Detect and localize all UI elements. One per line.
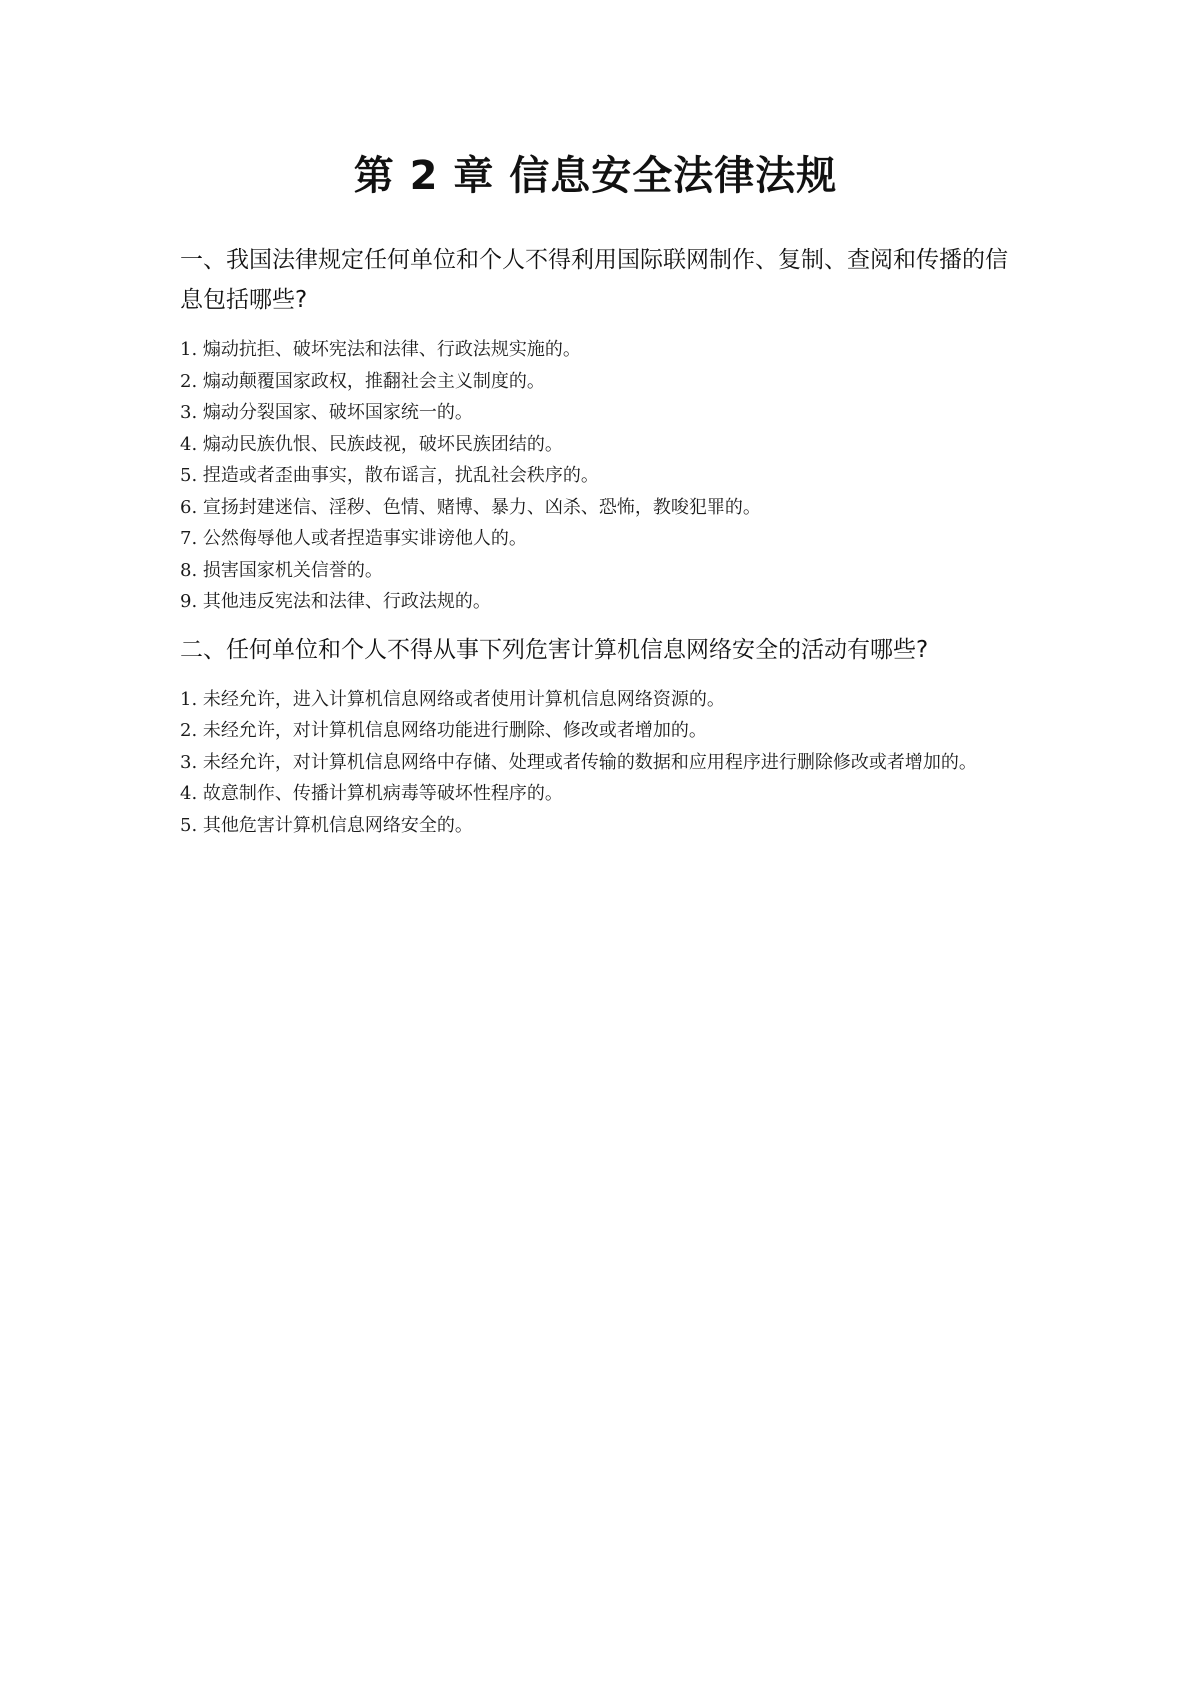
chapter-title: 第 2 章 信息安全法律法规 <box>353 153 838 199</box>
list-item: 8. 损害国家机关信誉的。 <box>180 559 383 581</box>
section-1 <box>180 240 1020 618</box>
list-item: 9. 其他违反宪法和法律、行政法规的。 <box>180 591 491 612</box>
list-item: 6. 宣扬封建迷信、淫秽、色情、赌博、暴力、凶杀、恐怖，教唆犯罪的。 <box>180 496 761 518</box>
list-item: 3. 未经允许，对计算机信息网络中存储、处理或者传输的数据和应用程序进行删除修改或者增加的。 <box>180 751 977 773</box>
list-item: 7. 公然侮辱他人或者捏造事实诽谤他人的。 <box>180 528 527 549</box>
list-item: 4. 故意制作、传播计算机病毒等破坏性程序的。 <box>180 783 563 804</box>
section-2 <box>180 630 1020 842</box>
list-item: 1. 煽动抗拒、破坏宪法和法律、行政法规实施的。 <box>180 339 581 360</box>
list-item: 2. 未经允许，对计算机信息网络功能进行删除、修改或者增加的。 <box>180 720 707 741</box>
list-item: 2. 煽动颠覆国家政权，推翻社会主义制度的。 <box>180 370 545 392</box>
list-item: 3. 煽动分裂国家、破坏国家统一的。 <box>180 402 473 423</box>
section-heading: 二、任何单位和个人不得从事下列危害计算机信息网络安全的活动有哪些? <box>180 636 929 663</box>
list-item: 5. 其他危害计算机信息网络安全的。 <box>180 814 473 836</box>
list-item: 4. 煽动民族仇恨、民族歧视，破坏民族团结的。 <box>180 433 563 455</box>
list-item: 5. 捏造或者歪曲事实，散布谣言，扰乱社会秩序的。 <box>180 465 599 486</box>
item-list <box>180 334 1020 618</box>
section-heading: 一、我国法律规定任何单位和个人不得利用国际联网制作、复制、查阅和传播的信息包括哪些? <box>180 247 1008 313</box>
list-item: 1. 未经允许，进入计算机信息网络或者使用计算机信息网络资源的。 <box>180 688 725 710</box>
document-body <box>180 240 1020 853</box>
item-list <box>180 684 1020 842</box>
